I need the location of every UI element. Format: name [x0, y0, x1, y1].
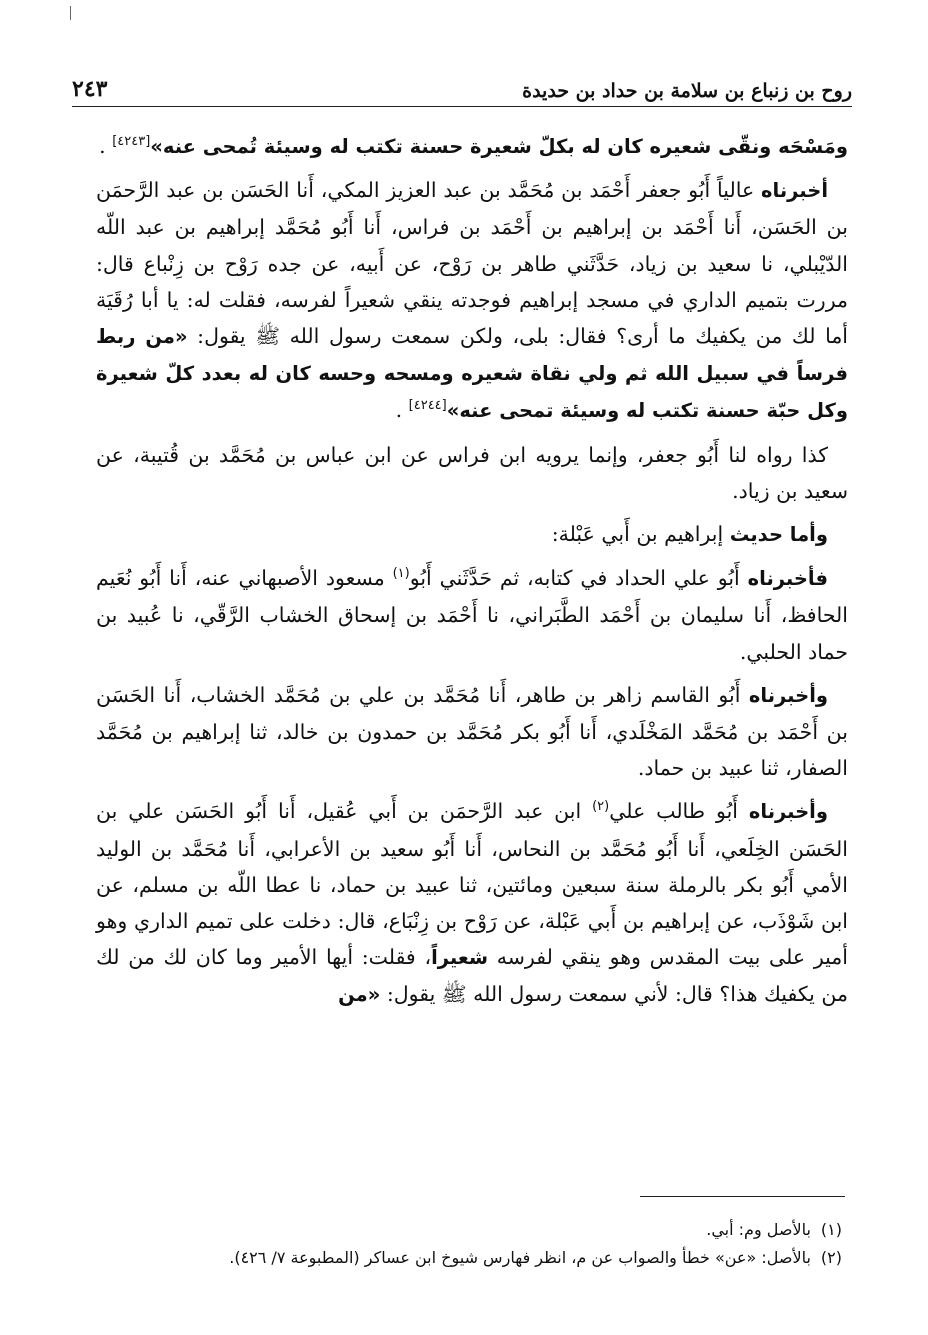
- paragraph-7: [96, 793, 848, 1013]
- footnote-number: (٢): [820, 1248, 842, 1267]
- paragraph-end: .: [395, 398, 409, 423]
- paragraph-1: [96, 128, 848, 165]
- section-text: إبراهيم بن أَبي عَبْلة:: [551, 522, 730, 547]
- paragraph-end: .: [99, 134, 113, 158]
- lead-word: وأخبرناه: [748, 683, 828, 707]
- footnote-ref: (١): [392, 566, 410, 582]
- footnote-1: [96, 1216, 848, 1244]
- isnad-text-cont: مسعود الأصبهاني عنه، أَنا أَبُو نُعَيم الحافظ، أَنا سليمان بن أَحْمَد الطَّبَراني، نا أَحْمَد بن إسحاق الخشاب الرَّقّي، نا عُبيد بن حماد الحلبي.: [96, 566, 848, 664]
- footnote-number: (١): [820, 1220, 842, 1239]
- isnad-text-cont: ، فقلت: أيها الأمير وما كان لك من لك من يكفيك هذا؟ قال: لأني سمعت رسول الله ﷺ يقول:: [96, 945, 848, 1007]
- isnad-text: أَبُو القاسم زاهر بن طاهر، أَنا مُحَمَّد بن علي بن مُحَمَّد الخشاب، أَنا الحَسَن بن أَحْمَد بن مُحَمَّد المَخْلَدي، أَنا أَبُو بكر مُحَمَّد بن حمدون بن خالد، ثنا إبراهيم بن مُحَمَّد الصفار، ثنا عبيد بن حماد.: [96, 682, 848, 781]
- lead-word: أخبرناه: [761, 179, 828, 203]
- main-text: [96, 128, 848, 1021]
- page-header: [72, 62, 852, 107]
- footnote-2: [96, 1244, 848, 1272]
- footnote-text: بالأصل: «عن» خطأ والصواب عن م، انظر فهارس شيوخ ابن عساكر (المطبوعة ٧/ ٤٢٦).: [229, 1248, 811, 1267]
- footnote-ref: (٢): [592, 799, 610, 815]
- bold-word: شعيراً: [431, 946, 489, 970]
- hadith-number: [٤٢٤٤]: [408, 398, 447, 414]
- lead-word: وأما حديث: [729, 523, 828, 547]
- paragraph-3: [96, 437, 848, 509]
- footnotes: [96, 1216, 848, 1272]
- running-title: روح بن زنباع بن سلامة بن حداد بن حديدة: [522, 80, 852, 102]
- footnote-text: بالأصل وم: أبي.: [706, 1220, 811, 1239]
- isnad-text: أَبُو علي الحداد في كتابه، ثم حَدَّثَني أَبُو: [409, 566, 748, 591]
- paragraph-5: [96, 560, 848, 670]
- paragraph-2: [96, 172, 848, 429]
- isnad-text: عالياً أَبُو جعفر أَحْمَد بن مُحَمَّد بن عبد العزيز المكي، أَنا الحَسَن بن عبد الرَّحمَن بن الحَسَن، أَنا أَحْمَد بن إبراهيم بن أَحْمَد بن فراس، أَنا أَبُو مُحَمَّد إبراهيم بن عبد اللّه الدّيْبلي، نا سعيد بن زياد، حَدَّثَني طاهر بن رَوْح، عن أَبيه، عن جده رَوْح بن زِنْباع قال: مررت بتميم الداري في مسجد إبراهيم فوجدته ينقي شعيراً لفرسه، فقلت له: يا أبا رُقَيَة أما لك من يكفيك ما أرى؟ فقال: بلى، ولكن سمعت رسول الله ﷺ يقول:: [96, 178, 848, 349]
- hadith-text: ومَسْحَه ونقّى شعيره كان له بكلّ شعيرة حسنة تكتب له وسيئة تُمحى عنه»: [150, 135, 848, 158]
- footnote-separator: [640, 1196, 845, 1197]
- hadith-number: [٤٢٤٣]: [112, 134, 151, 150]
- scan-mark: [70, 6, 73, 20]
- lead-word: فأخبرناه: [747, 567, 828, 591]
- isnad-text-cont: ابن عبد الرَّحمَن بن أَبي عُقيل، أَنا أَبُو الحَسَن علي بن الحَسَن الخِلَعي، أَنا أَبُو مُحَمَّد بن النحاس، أَنا أَبُو سعيد بن الأعرابي، أَنا مُحَمَّد بن الوليد الأمي أَبُو بكر بالرملة سنة سبعين ومائتين، ثنا عبيد بن حماد، نا عطا اللّه بن مسلم، عن ابن شَوْذَب، عن إبراهيم بن أَبي عَبْلة، عن رَوْح بن زِنْبَاع، قال: دخلت على تميم الداري وهو أمير على بيت المقدس وهو ينقي لفرسه: [96, 799, 848, 970]
- hadith-text: «من ربط فرساً في سبيل الله ثم ولي نقاة شعيره ومسحه وحسه كان له بعدد كلّ شعيرة وكل حبّة حسنة تكتب له وسيئة تمحى عنه»: [96, 325, 848, 423]
- paragraph-4: [96, 516, 848, 553]
- lead-word: وأخبرناه: [748, 800, 828, 824]
- comment-text: كذا رواه لنا أَبُو جعفر، وإنما يرويه ابن فراس عن ابن عباس بن مُحَمَّد بن قُتيبة، عن سعيد بن زياد.: [96, 442, 848, 503]
- hadith-text: «من: [338, 983, 381, 1007]
- page-number: ٢٤٣: [72, 76, 108, 102]
- isnad-text: أَبُو طالب علي: [609, 799, 749, 824]
- paragraph-6: [96, 677, 848, 787]
